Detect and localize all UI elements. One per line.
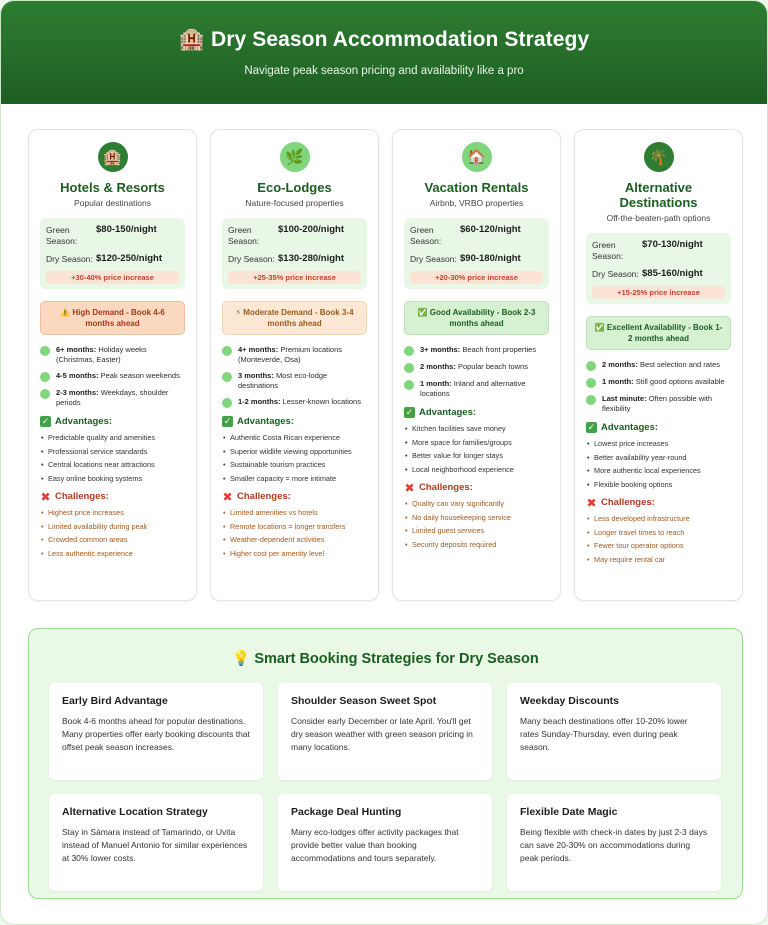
check-icon: ✓: [41, 416, 50, 426]
strategy-card: [278, 683, 492, 780]
timeline-text: Most eco-lodge destinations: [238, 371, 328, 390]
advantages-list: [404, 424, 549, 474]
leaf-icon: 🌿: [280, 142, 310, 172]
challenges-heading: [586, 497, 731, 508]
strategy-card: [49, 683, 263, 780]
challenges-title: Challenges:: [55, 491, 109, 502]
price-box: [586, 233, 731, 304]
check-icon: ✓: [223, 416, 232, 426]
strategy-text: Book 4-6 months ahead for popular destinations. Many properties offer early booking discounts that offset peak season increases.: [62, 716, 250, 752]
dry-season-label: Dry Season:: [592, 269, 639, 279]
timeline-item: [404, 362, 549, 373]
timeline-text: Weekdays, shoulder periods: [56, 388, 169, 407]
timeline-item: [222, 345, 367, 365]
dry-season-row: [46, 253, 179, 265]
strategy-text: Many beach destinations offer 10-20% lower rates Sunday-Thursday, even during peak season.: [520, 716, 688, 752]
timeline-item: [40, 388, 185, 408]
green-season-price: $60-120/night: [460, 224, 521, 235]
strategy-title: Weekday Discounts: [520, 695, 620, 707]
challenge-item: • Longer travel times to reach: [586, 528, 731, 538]
card-subtitle: Off-the-beaten-path options: [606, 213, 711, 223]
hotel-icon: 🏨: [178, 28, 205, 51]
price-increase-badge: +20-30% price increase: [410, 271, 543, 284]
green-season-label: Green Season:: [46, 225, 78, 246]
challenges-list: [586, 514, 731, 564]
timeline-text: Still good options available: [635, 377, 725, 386]
timeline-dot-icon: [40, 389, 50, 399]
timeline-item: [586, 377, 731, 388]
timeline-text: Peak season weekends: [100, 371, 180, 380]
strategies-title: [29, 650, 742, 667]
advantage-item: • Central locations near attractions: [40, 460, 185, 470]
card-title: Hotels & Resorts: [60, 180, 165, 195]
booking-timeline: [404, 345, 549, 399]
timeline-when: 3 months:: [238, 371, 274, 380]
dry-season-label: Dry Season:: [410, 254, 457, 264]
advantages-list: [40, 433, 185, 483]
strategy-card: [278, 794, 492, 891]
timeline-dot-icon: [586, 378, 596, 388]
advantage-item: • Sustainable tourism practices: [222, 460, 367, 470]
timeline-dot-icon: [40, 372, 50, 382]
timeline-dot-icon: [222, 398, 232, 408]
page-title: [1, 28, 767, 52]
challenges-heading: [404, 482, 549, 493]
challenge-item: • Highest price increases: [40, 508, 185, 518]
timeline-when: 4+ months:: [238, 345, 279, 354]
advantage-item: • Superior wildlife viewing opportunities: [222, 447, 367, 457]
advantage-item: • Easy online booking systems: [40, 474, 185, 484]
timeline-dot-icon: [222, 372, 232, 382]
advantage-item: • Professional service standards: [40, 447, 185, 457]
green-season-row: [46, 224, 179, 247]
strategy-title: Early Bird Advantage: [62, 695, 168, 707]
timeline-dot-icon: [586, 361, 596, 371]
price-increase-badge: +15-25% price increase: [592, 286, 725, 299]
green-season-row: [228, 224, 361, 247]
challenge-item: • Limited availability during peak: [40, 522, 185, 532]
dry-season-row: [592, 268, 725, 280]
check-icon: ✓: [405, 407, 414, 417]
challenge-item: • Quality can vary significantly: [404, 499, 549, 509]
dry-season-price: $130-280/night: [278, 253, 344, 264]
timeline-when: 1 month:: [420, 379, 452, 388]
demand-badge: ✅ Excellent Availability - Book 1-2 months ahead: [586, 316, 731, 350]
dry-season-price: $90-180/night: [460, 253, 521, 264]
advantage-item: • Predictable quality and amenities: [40, 433, 185, 443]
advantage-item: • Better availability year-round: [586, 453, 731, 463]
timeline-item: [586, 360, 731, 371]
advantage-item: • More space for families/groups: [404, 438, 549, 448]
house-icon: 🏠: [462, 142, 492, 172]
card-subtitle: Nature-focused properties: [245, 198, 344, 208]
advantages-title: Advantages:: [601, 422, 659, 433]
timeline-dot-icon: [222, 346, 232, 356]
green-season-label: Green Season:: [410, 225, 442, 246]
timeline-item: [40, 345, 185, 365]
challenges-list: [404, 499, 549, 549]
timeline-text: Popular beach towns: [457, 362, 528, 371]
cross-icon: ✖: [40, 489, 51, 504]
card-hotels-resorts: [28, 129, 197, 601]
timeline-text: Premium locations (Monteverde, Osa): [238, 345, 343, 364]
dry-season-price: $120-250/night: [96, 253, 162, 264]
advantage-item: • Kitchen facilities save money: [404, 424, 549, 434]
strategy-title: Flexible Date Magic: [520, 806, 618, 818]
timeline-dot-icon: [40, 346, 50, 356]
challenges-title: Challenges:: [237, 491, 291, 502]
advantage-item: • Local neighborhood experience: [404, 465, 549, 475]
advantages-list: [222, 433, 367, 483]
green-season-row: [592, 239, 725, 262]
advantage-item: • Better value for longer stays: [404, 451, 549, 461]
challenge-item: • Less authentic experience: [40, 549, 185, 559]
timeline-item: [222, 371, 367, 391]
green-season-price: $70-130/night: [642, 239, 703, 250]
page-subtitle: Navigate peak season pricing and availability like a pro: [244, 65, 524, 77]
challenge-item: • No daily housekeeping service: [404, 513, 549, 523]
demand-badge: ⚡ Moderate Demand - Book 3-4 months ahead: [222, 301, 367, 335]
strategy-text: Many eco-lodges offer activity packages that provide better value than booking accommodations and tours separately.: [291, 827, 459, 863]
green-season-price: $100-200/night: [278, 224, 344, 235]
advantage-item: • Lowest price increases: [586, 439, 731, 449]
strategy-title: Alternative Location Strategy: [62, 806, 208, 818]
palm-tree-icon: 🌴: [644, 142, 674, 172]
strategy-text: Being flexible with check-in dates by just 2-3 days can save 20-30% on accommodations during peak periods.: [520, 827, 708, 863]
timeline-text: Often possible with flexibility: [602, 394, 713, 413]
timeline-item: [404, 345, 549, 356]
card-title: Eco-Lodges: [257, 180, 332, 195]
advantages-title: Advantages:: [55, 416, 113, 427]
card-subtitle: Airbnb, VRBO properties: [429, 198, 524, 208]
timeline-when: 2-3 months:: [56, 388, 99, 397]
timeline-text: Beach front properties: [462, 345, 537, 354]
challenges-title: Challenges:: [601, 497, 655, 508]
timeline-when: 2 months:: [420, 362, 456, 371]
timeline-text: Inland and alternative locations: [420, 379, 526, 398]
challenges-title: Challenges:: [419, 482, 473, 493]
booking-strategies-panel: [28, 628, 743, 899]
challenges-heading: [222, 491, 367, 502]
timeline-when: Last minute:: [602, 394, 647, 403]
advantage-item: • Flexible booking options: [586, 480, 731, 490]
timeline-dot-icon: [404, 380, 414, 390]
strategy-text: Consider early December or late April. You'll get dry season weather with green season pricing in many locations.: [291, 716, 473, 752]
challenge-item: • Less developed infrastructure: [586, 514, 731, 524]
price-increase-badge: +30-40% price increase: [46, 271, 179, 284]
price-box: [40, 218, 185, 289]
strategy-text: Stay in Sámara instead of Tamarindo, or Uvita instead of Manuel Antonio for similar experiences at 30% lower costs.: [62, 827, 248, 863]
green-season-price: $80-150/night: [96, 224, 157, 235]
timeline-dot-icon: [586, 395, 596, 405]
advantages-title: Advantages:: [419, 407, 477, 418]
timeline-text: Holiday weeks (Christmas, Easter): [56, 345, 147, 364]
dry-season-row: [228, 253, 361, 265]
advantages-heading: [404, 407, 549, 418]
green-season-label: Green Season:: [228, 225, 260, 246]
timeline-dot-icon: [404, 346, 414, 356]
strategy-card: [507, 794, 721, 891]
timeline-item: [40, 371, 185, 382]
card-alternative-destinations: [574, 129, 743, 601]
advantages-heading: [40, 416, 185, 427]
dry-season-price: $85-160/night: [642, 268, 703, 279]
strategy-title: Shoulder Season Sweet Spot: [291, 695, 437, 707]
advantages-title: Advantages:: [237, 416, 295, 427]
advantage-item: • More authentic local experiences: [586, 466, 731, 476]
timeline-item: [222, 397, 367, 408]
green-season-label: Green Season:: [592, 240, 624, 261]
card-subtitle: Popular destinations: [73, 198, 152, 208]
booking-timeline: [222, 345, 367, 408]
challenges-list: [40, 508, 185, 558]
challenges-list: [222, 508, 367, 558]
challenge-item: • Weather-dependent activities: [222, 535, 367, 545]
booking-timeline: [586, 360, 731, 414]
timeline-when: 1 month:: [602, 377, 634, 386]
timeline-when: 3+ months:: [420, 345, 461, 354]
card-vacation-rentals: [392, 129, 561, 601]
advantage-item: • Authentic Costa Rican experience: [222, 433, 367, 443]
challenge-item: • Security deposits required: [404, 540, 549, 550]
challenge-item: • May require rental car: [586, 555, 731, 565]
dry-season-label: Dry Season:: [46, 254, 93, 264]
accommodation-cards: [28, 129, 743, 601]
dry-season-row: [410, 253, 543, 265]
page-title-text: Dry Season Accommodation Strategy: [210, 28, 590, 51]
booking-timeline: [40, 345, 185, 408]
strategy-card: [507, 683, 721, 780]
advantages-heading: [586, 422, 731, 433]
strategies-title-text: Smart Booking Strategies for Dry Season: [254, 651, 539, 667]
timeline-item: [404, 379, 549, 399]
strategy-card: [49, 794, 263, 891]
challenge-item: • Remote locations = longer transfers: [222, 522, 367, 532]
advantage-item: • Smaller capacity = more intimate: [222, 474, 367, 484]
strategy-title: Package Deal Hunting: [291, 806, 402, 818]
advantages-list: [586, 439, 731, 489]
timeline-item: [586, 394, 731, 414]
card-title: Vacation Rentals: [424, 180, 529, 195]
lightbulb-icon: 💡: [232, 651, 251, 667]
cross-icon: ✖: [404, 480, 415, 495]
price-box: [404, 218, 549, 289]
demand-badge: ✅ Good Availability - Book 2-3 months ahead: [404, 301, 549, 335]
timeline-when: 1-2 months:: [238, 397, 281, 406]
challenge-item: • Higher cost per amenity level: [222, 549, 367, 559]
challenge-item: • Limited amenities vs hotels: [222, 508, 367, 518]
check-icon: ✓: [587, 422, 596, 432]
timeline-when: 6+ months:: [56, 345, 97, 354]
timeline-when: 2 months:: [602, 360, 638, 369]
card-title: Alternative Destinations: [619, 180, 698, 210]
challenge-item: • Limited guest services: [404, 526, 549, 536]
hotel-icon: 🏨: [98, 142, 128, 172]
challenge-item: • Fewer tour operator options: [586, 541, 731, 551]
cross-icon: ✖: [222, 489, 233, 504]
cross-icon: ✖: [586, 495, 597, 510]
price-box: [222, 218, 367, 289]
timeline-when: 4-5 months:: [56, 371, 99, 380]
timeline-text: Lesser-known locations: [282, 397, 361, 406]
page-header: [1, 1, 767, 104]
timeline-text: Best selection and rates: [639, 360, 720, 369]
dry-season-label: Dry Season:: [228, 254, 275, 264]
challenge-item: • Crowded common areas: [40, 535, 185, 545]
card-eco-lodges: [210, 129, 379, 601]
timeline-dot-icon: [404, 363, 414, 373]
price-increase-badge: +25-35% price increase: [228, 271, 361, 284]
demand-badge: ⚠️ High Demand - Book 4-6 months ahead: [40, 301, 185, 335]
advantages-heading: [222, 416, 367, 427]
challenges-heading: [40, 491, 185, 502]
green-season-row: [410, 224, 543, 247]
